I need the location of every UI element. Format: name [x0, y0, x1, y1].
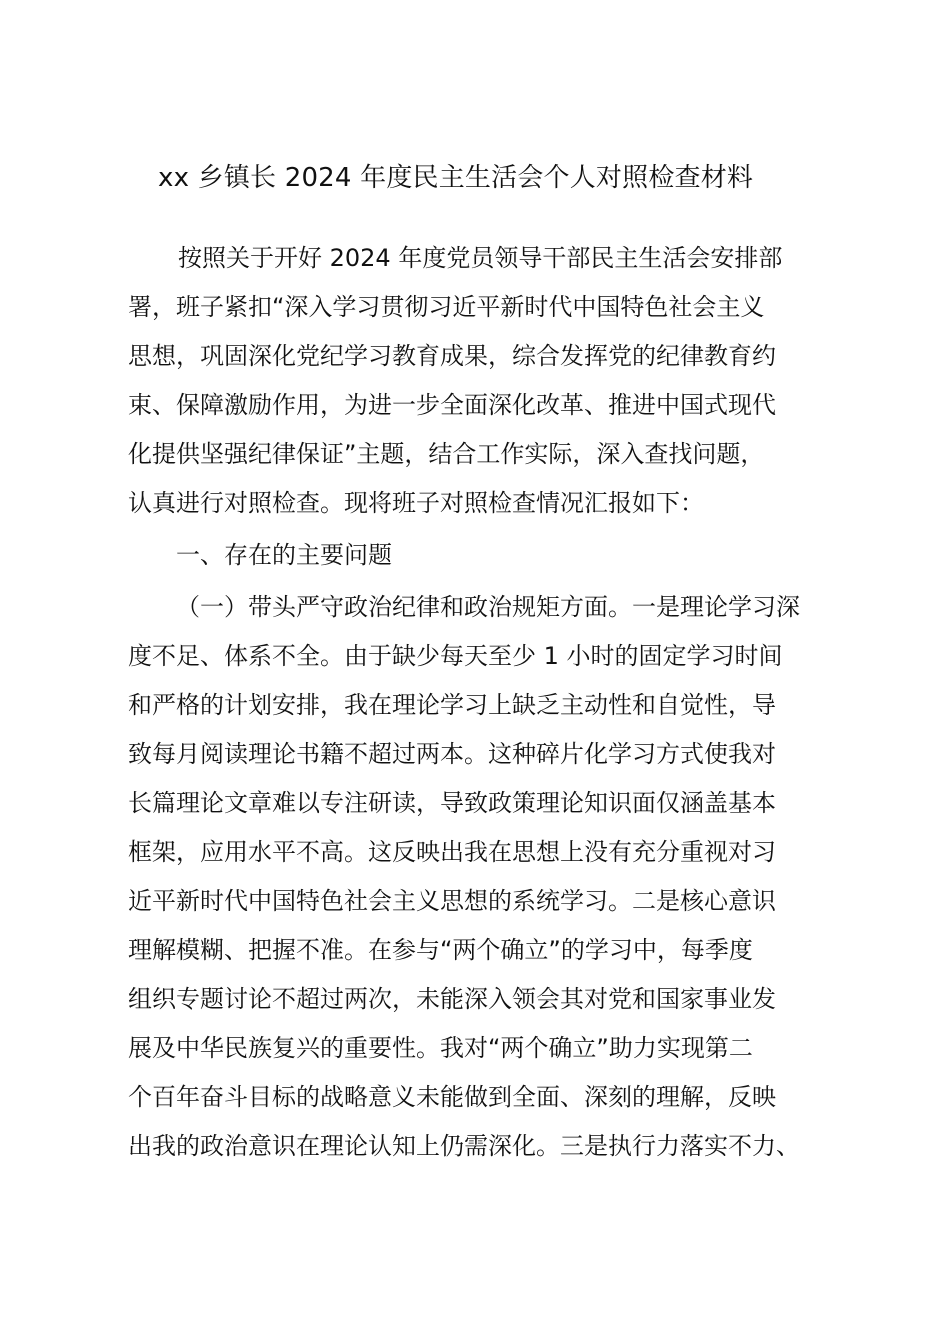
- paragraph-line: 束、保障激励作用，为进一步全面深化改革、推进中国式现代: [128, 391, 776, 419]
- paragraph-line: 理解模糊、把握不准。在参与“两个确立”的学习中，每季度: [128, 936, 753, 964]
- paragraph-line: 和严格的计划安排，我在理论学习上缺乏主动性和自觉性，导: [128, 691, 776, 719]
- paragraph-line: 长篇理论文章难以专注研读，导致政策理论知识面仅涵盖基本: [128, 789, 776, 817]
- paragraph-line: 组织专题讨论不超过两次，未能深入领会其对党和国家事业发: [128, 985, 776, 1013]
- paragraph-line: 思想，巩固深化党纪学习教育成果，综合发挥党的纪律教育约: [128, 342, 776, 370]
- document-page: [128, 0, 828, 1344]
- paragraph-line: 展及中华民族复兴的重要性。我对“两个确立”助力实现第二: [128, 1034, 753, 1062]
- paragraph-line: 度不足、体系不全。由于缺少每天至少 1 小时的固定学习时间: [128, 642, 783, 670]
- paragraph-line: 化提供坚强纪律保证”主题，结合工作实际，深入查找问题，: [128, 440, 765, 468]
- paragraph-line: 认真进行对照检查。现将班子对照检查情况汇报如下：: [128, 489, 704, 517]
- paragraph-line: 框架，应用水平不高。这反映出我在思想上没有充分重视对习: [128, 838, 776, 866]
- paragraph-line: 按照关于开好 2024 年度党员领导干部民主生活会安排部: [178, 244, 783, 272]
- paragraph-line: 出我的政治意识在理论认知上仍需深化。三是执行力落实不力、: [128, 1132, 800, 1160]
- paragraph-line: 近平新时代中国特色社会主义思想的系统学习。二是核心意识: [128, 887, 776, 915]
- paragraph-line: 致每月阅读理论书籍不超过两本。这种碎片化学习方式使我对: [128, 740, 776, 768]
- section-heading: 一、存在的主要问题: [176, 541, 392, 569]
- paragraph-line: （一）带头严守政治纪律和政治规矩方面。一是理论学习深: [176, 593, 800, 621]
- document-title: xx 乡镇长 2024 年度民主生活会个人对照检查材料: [158, 163, 754, 193]
- paragraph-line: 个百年奋斗目标的战略意义未能做到全面、深刻的理解，反映: [128, 1083, 776, 1111]
- paragraph-line: 署，班子紧扣“深入学习贯彻习近平新时代中国特色社会主义: [128, 293, 765, 321]
